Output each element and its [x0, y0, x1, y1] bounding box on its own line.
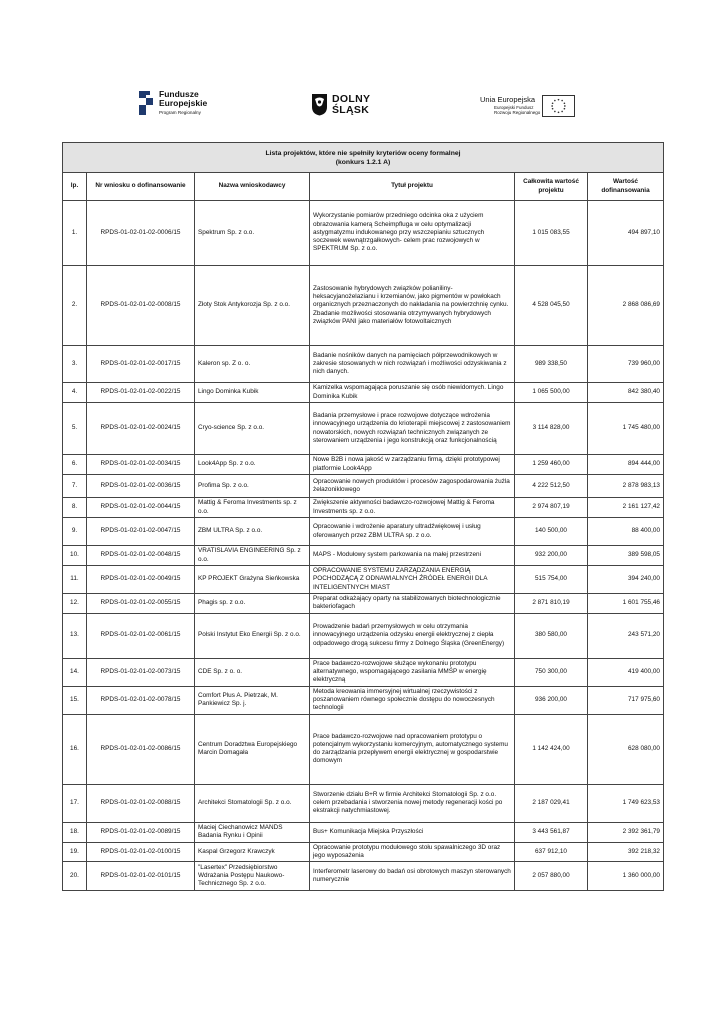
cell-nazwa: Maciej Ciechanowicz MANDS Badania Rynku i Opinii — [195, 822, 310, 842]
cell-nazwa: KP PROJEKT Grażyna Sieńkowska — [195, 566, 310, 594]
cell-wartosc-dofinansowania: 1 745 480,00 — [588, 403, 664, 455]
fe-line3: Program Regionalny — [159, 110, 201, 115]
cell-nazwa: Profima Sp. z o.o. — [195, 475, 310, 498]
cell-nazwa: VRATISLAVIA ENGINEERING Sp. z o.o. — [195, 546, 310, 566]
cell-wartosc-dofinansowania: 842 380,40 — [588, 383, 664, 403]
cell-nazwa: Lingo Dominka Kubik — [195, 383, 310, 403]
cell-lp: 9. — [63, 518, 87, 546]
eu-flag-icon — [542, 95, 575, 117]
cell-nr-wniosku: RPDS-01-02-01-02-0006/15 — [87, 201, 195, 266]
cell-lp: 1. — [63, 201, 87, 266]
cell-wartosc-dofinansowania: 2 392 361,79 — [588, 822, 664, 842]
cell-tytul: Prowadzenie badań przemysłowych w celu otrzymania innowacyjnego urządzenia odzysku energii elektrycznej z ciepła odpadowego drogą sukcesu firmy z Dolnego Śląska (GreenEnergy) — [310, 613, 515, 658]
cell-calkowita-wartosc: 2 187 029,41 — [515, 784, 588, 822]
cell-tytul: MAPS - Modułowy system parkowania na małej przestrzeni — [310, 546, 515, 566]
cell-nazwa: Look4App Sp. z o.o. — [195, 455, 310, 475]
cell-calkowita-wartosc: 936 200,00 — [515, 686, 588, 714]
cell-wartosc-dofinansowania: 2 868 086,69 — [588, 266, 664, 346]
cell-wartosc-dofinansowania: 419 400,00 — [588, 658, 664, 686]
cell-tytul: Stworzenie działu B+R w firmie Architekci Stomatologii Sp. z o.o. celem przebadania i stworzenia nowej metody regeneracji kości po ekstrakcji natychmiastowej. — [310, 784, 515, 822]
table-row — [63, 518, 664, 546]
cell-nr-wniosku: RPDS-01-02-01-02-0048/15 — [87, 546, 195, 566]
cell-lp: 13. — [63, 613, 87, 658]
table-row — [63, 784, 664, 822]
eagle-crest-icon — [311, 93, 328, 116]
cell-wartosc-dofinansowania: 389 598,05 — [588, 546, 664, 566]
cell-lp: 4. — [63, 383, 87, 403]
cell-wartosc-dofinansowania: 1 601 755,46 — [588, 594, 664, 614]
table-row — [63, 346, 664, 383]
cell-nr-wniosku: RPDS-01-02-01-02-0044/15 — [87, 498, 195, 518]
table-row — [63, 201, 664, 266]
cell-calkowita-wartosc: 380 580,00 — [515, 613, 588, 658]
ds-line1: DOLNY — [332, 93, 371, 105]
cell-lp: 19. — [63, 842, 87, 862]
cell-calkowita-wartosc: 932 200,00 — [515, 546, 588, 566]
cell-lp: 11. — [63, 566, 87, 594]
cell-tytul: Prace badawczo-rozwojowe służące wykonaniu prototypu alternatywnego, wspomagającego zasilania MMŚP w energię elektryczną — [310, 658, 515, 686]
header-wartosc-dofinansowania: Wartość dofinansowania — [588, 173, 664, 201]
cell-nazwa: Złoty Stok Antykorozja Sp. z o.o. — [195, 266, 310, 346]
cell-wartosc-dofinansowania: 1 360 000,00 — [588, 862, 664, 891]
cell-calkowita-wartosc: 1 065 500,00 — [515, 383, 588, 403]
cell-nr-wniosku: RPDS-01-02-01-02-0061/15 — [87, 613, 195, 658]
cell-calkowita-wartosc: 2 871 810,19 — [515, 594, 588, 614]
cell-wartosc-dofinansowania: 717 975,60 — [588, 686, 664, 714]
table-title — [63, 143, 664, 173]
cell-nr-wniosku: RPDS-01-02-01-02-0049/15 — [87, 566, 195, 594]
cell-nr-wniosku: RPDS-01-02-01-02-0024/15 — [87, 403, 195, 455]
cell-nr-wniosku: RPDS-01-02-01-02-0022/15 — [87, 383, 195, 403]
cell-nazwa: ZBM ULTRA Sp. z o.o. — [195, 518, 310, 546]
cell-calkowita-wartosc: 637 912,10 — [515, 842, 588, 862]
cell-calkowita-wartosc: 3 443 561,87 — [515, 822, 588, 842]
cell-nr-wniosku: RPDS-01-02-01-02-0055/15 — [87, 594, 195, 614]
cell-tytul: Zwiększenie aktywności badawczo-rozwojowej Mattig & Feroma Investments sp. z o.o. — [310, 498, 515, 518]
cell-calkowita-wartosc: 2 974 807,19 — [515, 498, 588, 518]
cell-nr-wniosku: RPDS-01-02-01-02-0036/15 — [87, 475, 195, 498]
cell-tytul: Bus+ Komunikacja Miejska Przyszłości — [310, 822, 515, 842]
header-tytul: Tytuł projektu — [310, 173, 515, 201]
table-row — [63, 714, 664, 784]
table-row — [63, 842, 664, 862]
cell-nazwa: Architekci Stomatologii Sp. z o.o. — [195, 784, 310, 822]
cell-nazwa: Centrum Doradztwa Europejskiego Marcin Domagała — [195, 714, 310, 784]
cell-tytul: Wykorzystanie pomiarów przedniego odcinka oka z użyciem obrazowania kamerą Scheimpfluga w celu optymalizacji astygmatyzmu indukowanego przy wszczepianiu sztucznych soczewek wewnątrzgałkowych- celem prac rozwojowych w SPEKTRUM Sp. z o.o. — [310, 201, 515, 266]
cell-nazwa: "Lasertex" Przedsiębiorstwo Wdrażania Postępu Naukowo-Technicznego Sp. z o.o. — [195, 862, 310, 891]
table-header-row — [63, 173, 664, 201]
cell-nazwa: Comfort Plus A. Pietrzak, M. Pankiewicz Sp. j. — [195, 686, 310, 714]
fe-flag-icon — [139, 91, 155, 115]
cell-calkowita-wartosc: 989 338,50 — [515, 346, 588, 383]
cell-tytul: Interferometr laserowy do badań osi obrotowych maszyn sterowanych numerycznie — [310, 862, 515, 891]
table-row — [63, 266, 664, 346]
cell-calkowita-wartosc: 750 300,00 — [515, 658, 588, 686]
cell-lp: 10. — [63, 546, 87, 566]
ds-line2: ŚLĄSK — [332, 104, 370, 116]
cell-nr-wniosku: RPDS-01-02-01-02-0100/15 — [87, 842, 195, 862]
table-row — [63, 455, 664, 475]
cell-tytul: Badania przemysłowe i prace rozwojowe dotyczące wdrożenia innowacyjnego urządzenia do krioterapii miejscowej z zastosowaniem nowatorskich, nowych rozwiązań technicznych związanych ze sterowaniem urządzenia i jego konstrukcją oraz funkcjonalnością — [310, 403, 515, 455]
header-lp: lp. — [63, 173, 87, 201]
cell-calkowita-wartosc: 515 754,00 — [515, 566, 588, 594]
cell-lp: 7. — [63, 475, 87, 498]
cell-tytul: Zastosowanie hybrydowych związków polianiliny- heksacyjanożelazianu i krzemianów, jako pigmentów w powłokach organicznych przeznaczonych do nakładania na powierzchnię cynku. Zbadanie możliwości stosowania otrzymywanych hybrydowych związków PANI jako materiałów fotowoltaicznych — [310, 266, 515, 346]
cell-tytul: Opracowanie i wdrożenie aparatury ultradźwiękowej i usług oferowanych przez ZBM ULTRA sp. z o.o. — [310, 518, 515, 546]
cell-nazwa: Phagis sp. z o.o. — [195, 594, 310, 614]
cell-nr-wniosku: RPDS-01-02-01-02-0101/15 — [87, 862, 195, 891]
table-row — [63, 658, 664, 686]
cell-calkowita-wartosc: 1 142 424,00 — [515, 714, 588, 784]
cell-wartosc-dofinansowania: 894 444,00 — [588, 455, 664, 475]
table-row — [63, 686, 664, 714]
cell-calkowita-wartosc: 1 015 083,55 — [515, 201, 588, 266]
table-row — [63, 498, 664, 518]
fundusze-europejskie-logo — [139, 91, 234, 121]
cell-calkowita-wartosc: 140 500,00 — [515, 518, 588, 546]
table-row — [63, 862, 664, 891]
cell-lp: 2. — [63, 266, 87, 346]
cell-wartosc-dofinansowania: 392 218,32 — [588, 842, 664, 862]
cell-wartosc-dofinansowania: 88 400,00 — [588, 518, 664, 546]
cell-nazwa: Kaspal Grzegorz Krawczyk — [195, 842, 310, 862]
cell-wartosc-dofinansowania: 628 080,00 — [588, 714, 664, 784]
cell-calkowita-wartosc: 1 259 460,00 — [515, 455, 588, 475]
cell-wartosc-dofinansowania: 394 240,00 — [588, 566, 664, 594]
cell-tytul: Badanie nośników danych na pamięciach półprzewodnikowych w zakresie stosowanych w nich rozwiązań i możliwości odzyskiwania z nich danych. — [310, 346, 515, 383]
cell-lp: 5. — [63, 403, 87, 455]
cell-nazwa: Spektrum Sp. z o.o. — [195, 201, 310, 266]
cell-nazwa: Cryo-science Sp. z o.o. — [195, 403, 310, 455]
cell-nr-wniosku: RPDS-01-02-01-02-0078/15 — [87, 686, 195, 714]
cell-nr-wniosku: RPDS-01-02-01-02-0089/15 — [87, 822, 195, 842]
fe-line2: Europejskie — [159, 98, 208, 108]
cell-lp: 15. — [63, 686, 87, 714]
cell-calkowita-wartosc: 4 528 045,50 — [515, 266, 588, 346]
cell-lp: 20. — [63, 862, 87, 891]
ue-line3: Rozwoju Regionalnego — [494, 110, 541, 115]
header-calkowita-wartosc: Całkowita wartość projektu — [515, 173, 588, 201]
table-row — [63, 594, 664, 614]
table-row — [63, 822, 664, 842]
table-title-line1: Lista projektów, które nie spełniły kryteriów oceny formalnej — [265, 149, 461, 157]
ue-line2: Europejski Fundusz — [494, 105, 534, 110]
cell-lp: 17. — [63, 784, 87, 822]
cell-nr-wniosku: RPDS-01-02-01-02-0034/15 — [87, 455, 195, 475]
cell-tytul: Preparat odkażający oparty na stabilizowanych biotechnologicznie bakteriofagach — [310, 594, 515, 614]
cell-nazwa: Polski Instytut Eko Energii Sp. z o.o. — [195, 613, 310, 658]
cell-tytul: Metoda kreowania immersyjnej wirtualnej rzeczywistości z poszanowaniem równego społecznie dostępu do nowoczesnych technologii — [310, 686, 515, 714]
cell-lp: 12. — [63, 594, 87, 614]
header-logos — [0, 0, 725, 140]
cell-wartosc-dofinansowania: 494 897,10 — [588, 201, 664, 266]
table-row — [63, 383, 664, 403]
cell-nazwa: Kaleron sp. Z o. o. — [195, 346, 310, 383]
cell-nr-wniosku: RPDS-01-02-01-02-0017/15 — [87, 346, 195, 383]
fe-line1: Fundusze — [159, 89, 199, 99]
cell-lp: 6. — [63, 455, 87, 475]
cell-lp: 18. — [63, 822, 87, 842]
table-title-line2: (konkurs 1.2.1 A) — [335, 158, 391, 166]
table-row — [63, 613, 664, 658]
cell-nr-wniosku: RPDS-01-02-01-02-0086/15 — [87, 714, 195, 784]
cell-nr-wniosku: RPDS-01-02-01-02-0073/15 — [87, 658, 195, 686]
cell-calkowita-wartosc: 4 222 512,50 — [515, 475, 588, 498]
cell-calkowita-wartosc: 3 114 828,00 — [515, 403, 588, 455]
cell-wartosc-dofinansowania: 2 161 127,42 — [588, 498, 664, 518]
cell-wartosc-dofinansowania: 1 749 623,53 — [588, 784, 664, 822]
cell-wartosc-dofinansowania: 2 878 983,13 — [588, 475, 664, 498]
header-nr-wniosku: Nr wniosku o dofinansowanie — [87, 173, 195, 201]
cell-wartosc-dofinansowania: 739 960,00 — [588, 346, 664, 383]
cell-tytul: Opracowanie nowych produktów i procesów zagospodarowania żużla żelazoniklowego — [310, 475, 515, 498]
cell-tytul: OPRACOWANIE SYSTEMU ZARZĄDZANIA ENERGIĄ POCHODZĄCĄ Z ODNAWIALNYCH ŹRÓDEŁ ENERGII DLA INTELIGENTNYCH MIAST — [310, 566, 515, 594]
cell-tytul: Prace badawczo-rozwojowe nad opracowaniem prototypu o potencjalnym wykorzystaniu komercyjnym, automatycznego systemu do zarządzania przepływem energii elektrycznej w gospodarstwie domowym — [310, 714, 515, 784]
cell-tytul: Nowe B2B i nowa jakość w zarządzaniu firmą, dzięki prototypowej platformie Look4App — [310, 455, 515, 475]
projects-table — [62, 142, 664, 891]
table-row — [63, 475, 664, 498]
cell-calkowita-wartosc: 2 057 880,00 — [515, 862, 588, 891]
cell-tytul: Opracowanie prototypu modułowego stołu spawalniczego 3D oraz jego wyposażenia — [310, 842, 515, 862]
cell-wartosc-dofinansowania: 243 571,20 — [588, 613, 664, 658]
cell-tytul: Kamizelka wspomagająca poruszanie się osób niewidomych. Lingo Dominika Kubik — [310, 383, 515, 403]
cell-lp: 16. — [63, 714, 87, 784]
cell-nr-wniosku: RPDS-01-02-01-02-0008/15 — [87, 266, 195, 346]
table-row — [63, 403, 664, 455]
table-row — [63, 546, 664, 566]
ue-line1: Unia Europejska — [480, 95, 536, 104]
cell-nr-wniosku: RPDS-01-02-01-02-0047/15 — [87, 518, 195, 546]
cell-nazwa: CDE Sp. z o. o. — [195, 658, 310, 686]
dolny-slask-logo — [311, 93, 381, 119]
table-row — [63, 566, 664, 594]
cell-nazwa: Mattig & Feroma Investments sp. z o.o. — [195, 498, 310, 518]
header-nazwa: Nazwa wnioskodawcy — [195, 173, 310, 201]
cell-lp: 14. — [63, 658, 87, 686]
cell-lp: 8. — [63, 498, 87, 518]
cell-lp: 3. — [63, 346, 87, 383]
unia-europejska-logo — [480, 95, 580, 121]
cell-nr-wniosku: RPDS-01-02-01-02-0088/15 — [87, 784, 195, 822]
table-title-row — [63, 143, 664, 173]
